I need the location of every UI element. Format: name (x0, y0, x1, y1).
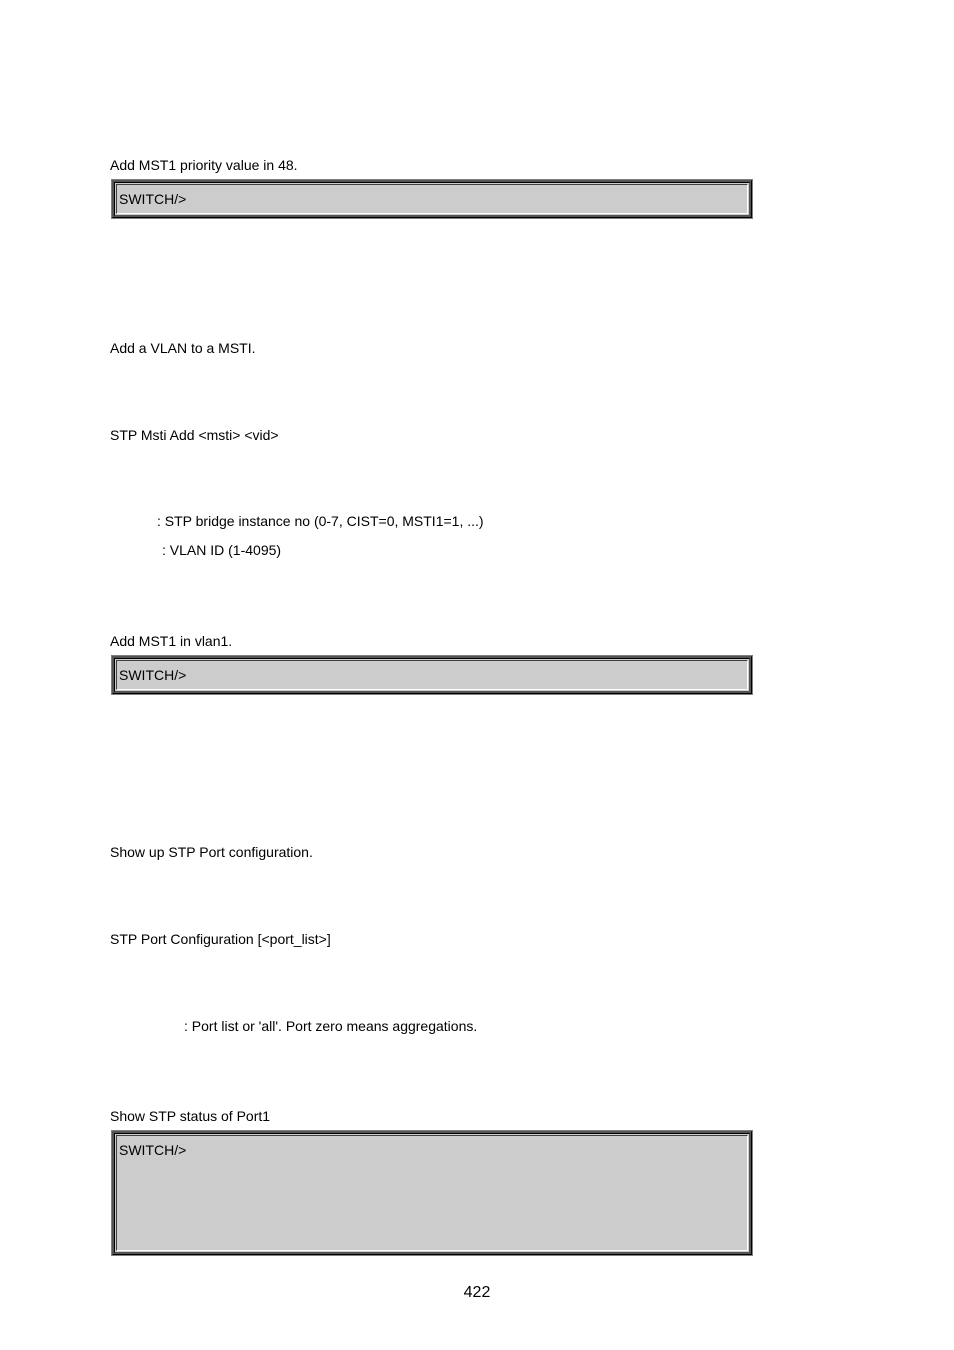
example-description-msti-add: Add MST1 in vlan1. (110, 633, 233, 649)
example-description-mst1-priority: Add MST1 priority value in 48. (110, 157, 298, 173)
command-box-inner (116, 184, 748, 214)
command-description-port-configuration: Show up STP Port configuration. (110, 844, 313, 860)
parameter-vid: : VLAN ID (1-4095) (162, 542, 282, 558)
command-box-mst1-priority (112, 180, 752, 218)
parameter-msti: : STP bridge instance no (0-7, CIST=0, MSTI1=1, ...) (157, 513, 484, 529)
command-syntax-msti-add: STP Msti Add <msti> <vid> (110, 427, 279, 443)
page-number: 422 (463, 1284, 491, 1301)
example-description-port-configuration: Show STP status of Port1 (110, 1108, 271, 1124)
command-prompt: SWITCH/> (119, 667, 187, 683)
command-syntax-port-configuration: STP Port Configuration [<port_list>] (110, 931, 331, 947)
command-prompt: SWITCH/> (119, 191, 187, 207)
command-description-msti-add: Add a VLAN to a MSTI. (110, 340, 256, 356)
command-prompt: SWITCH/> (119, 1142, 187, 1158)
command-box-msti-add (112, 656, 752, 694)
command-box-inner (116, 1135, 748, 1251)
command-box-inner (116, 660, 748, 690)
parameter-port-list: : Port list or 'all'. Port zero means aggregations. (184, 1018, 478, 1034)
command-box-port-configuration (112, 1131, 752, 1255)
